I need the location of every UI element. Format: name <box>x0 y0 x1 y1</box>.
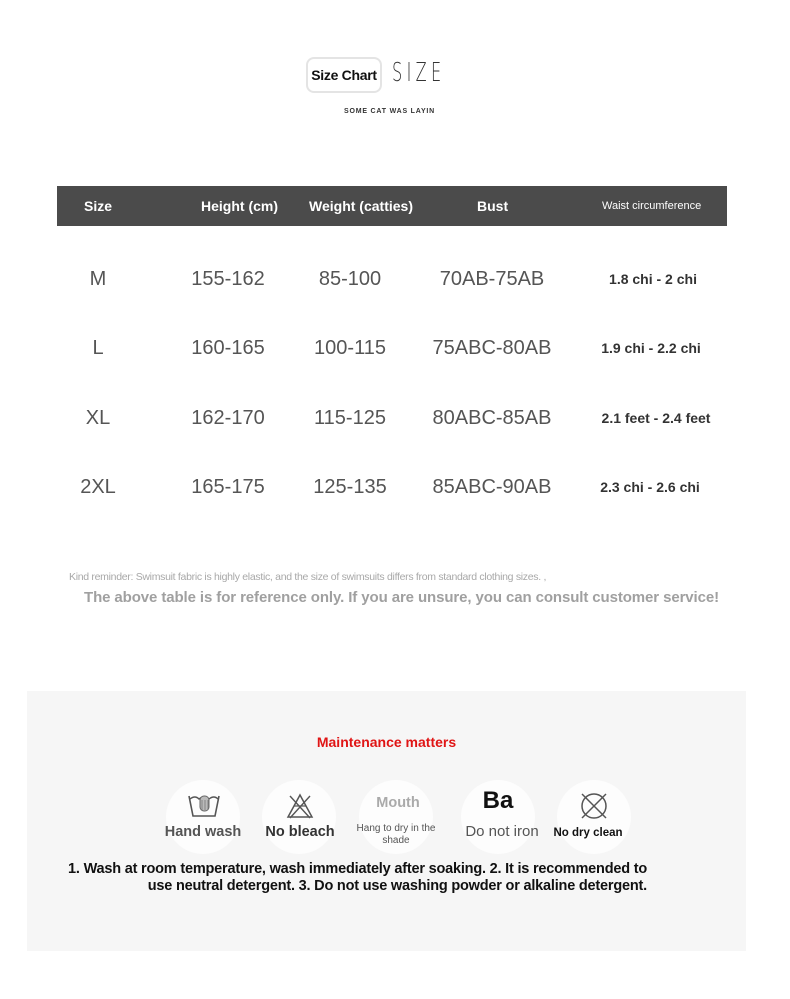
hang-dry-icon: Mouth <box>376 795 420 811</box>
cell-height: 165-175 <box>191 476 265 498</box>
cell-weight: 85-100 <box>318 268 382 290</box>
care-label-no-dry-clean: No dry clean <box>553 827 623 839</box>
maintenance-title: Maintenance matters <box>316 734 457 750</box>
do-not-iron-icon: Ba <box>482 787 514 814</box>
reference-note: The above table is for reference only. If you are unsure, you can consult customer service! <box>84 589 719 606</box>
care-label-do-not-iron: Do not iron <box>465 823 539 840</box>
cell-height: 162-170 <box>191 407 265 429</box>
column-header-height: Height (cm) <box>201 198 278 214</box>
hand-wash-icon <box>187 790 221 820</box>
cell-bust: 75ABC-80AB <box>432 337 552 359</box>
column-header-waist: Waist circumference <box>602 200 702 212</box>
maintenance-section <box>27 691 746 951</box>
cell-waist: 2.3 chi - 2.6 chi <box>600 479 700 495</box>
care-instructions-line-2: use neutral detergent. 3. Do not use washing powder or alkaline detergent. <box>147 878 647 894</box>
size-table-header <box>57 186 727 226</box>
care-label-hand-wash: Hand wash <box>164 824 242 840</box>
cell-bust: 85ABC-90AB <box>432 476 552 498</box>
no-bleach-icon <box>286 792 314 820</box>
cell-weight: 115-125 <box>314 407 386 429</box>
cell-height: 155-162 <box>191 268 265 290</box>
logo-subtitle: SOME CAT WAS LAYIN <box>344 108 436 115</box>
cell-waist: 2.1 feet - 2.4 feet <box>601 410 711 426</box>
cell-bust: 80ABC-85AB <box>432 407 552 429</box>
logo-word: SIZE <box>392 58 446 88</box>
cell-size: M <box>89 268 107 290</box>
cell-waist: 1.8 chi - 2 chi <box>609 271 697 287</box>
cell-bust: 70AB-75AB <box>439 268 545 290</box>
cell-height: 160-165 <box>191 337 265 359</box>
cell-waist: 1.9 chi - 2.2 chi <box>601 340 701 356</box>
cell-weight: 100-115 <box>314 337 386 359</box>
kind-reminder-note: Kind reminder: Swimsuit fabric is highly elastic, and the size of swimsuits differs from standard clothing sizes. , <box>69 571 547 583</box>
no-dry-clean-icon <box>579 791 609 821</box>
cell-size: 2XL <box>80 476 116 498</box>
column-header-weight: Weight (catties) <box>309 198 413 214</box>
cell-size: L <box>92 337 104 359</box>
care-label-hang-dry: Hang to dry in the shade <box>356 823 436 846</box>
size-chart-logo-box <box>306 57 382 93</box>
column-header-size: Size <box>84 198 113 214</box>
care-label-no-bleach: No bleach <box>265 824 335 840</box>
logo-box-text: Size Chart <box>311 67 377 83</box>
column-header-bust: Bust <box>477 198 509 214</box>
cell-weight: 125-135 <box>313 476 387 498</box>
care-instructions-line-1: 1. Wash at room temperature, wash immediately after soaking. 2. It is recommended to <box>68 861 647 877</box>
care-instructions <box>27 861 647 895</box>
cell-size: XL <box>85 407 111 429</box>
